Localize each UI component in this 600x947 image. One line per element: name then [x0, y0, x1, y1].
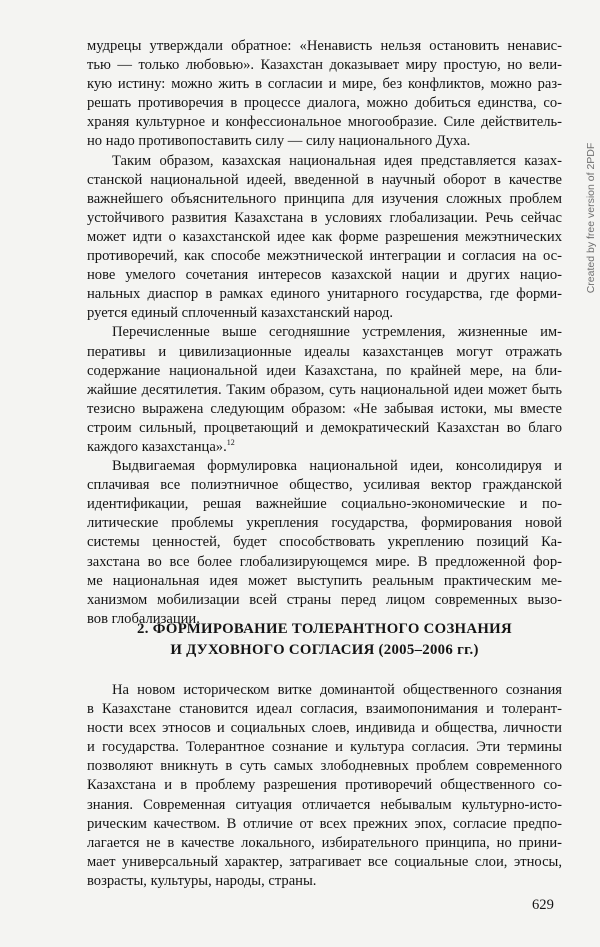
text-line: системы ценностей, будет способствовать укреплению позиций Ка- — [87, 534, 562, 551]
paragraph-first-line: Перечисленные выше сегодняшние устремления, жизненные им- — [112, 324, 562, 341]
paragraph-first-line: Таким образом, казахская национальная идея представляется казах- — [112, 152, 562, 169]
text-line-content: каждого казахстанца». — [87, 438, 227, 455]
text-line: содержание национальной идеи Казахстана, по крайней мере, на бли- — [87, 362, 562, 379]
text-line: жайшие десятилетия. Таким образом, суть национальной идеи может быть — [87, 381, 562, 398]
text-line: рическим качеством. В отличие от всех прежних эпох, согласие предпо- — [87, 815, 562, 832]
text-line: вов глобализации. — [87, 610, 200, 627]
text-line: мудрецы утверждали обратное: «Ненависть нельзя остановить ненавис- — [87, 38, 562, 54]
page-number: 629 — [532, 897, 554, 913]
text-line: ности всех этносов и социальных слоев, индивида и общества, личности — [87, 720, 562, 737]
paragraph-first-line: Выдвигаемая формулировка национальной идеи, консолидируя и — [112, 458, 562, 475]
footnote-reference: 12 — [226, 438, 235, 448]
text-line: захстана во все более глобализирующемся мире. В предложенной фор- — [87, 553, 562, 570]
section1-text — [87, 37, 562, 629]
text-line: нальных диаспор в рамках единого унитарного государства, где форми- — [87, 286, 562, 303]
text-line: в Казахстане становится идеал согласия, взаимопонимания и толерант- — [87, 701, 562, 718]
text-line: сплачивая все полиэтничное общество, усиливая вектор гражданской — [87, 477, 562, 494]
text-line: идентификации, решая важнейшие социально-экономические и по- — [87, 496, 562, 513]
text-line: литические проблемы укрепления государства, формирования новой — [87, 515, 562, 532]
text-line: возрасты, культуры, народы, страны. — [87, 872, 317, 889]
text-line: противоречий, как способе межэтнической интеграции и согласия на ос- — [87, 248, 562, 265]
text-line: решать противоречия в процессе диалога, можно добиться единства, со- — [87, 95, 562, 112]
text-line: храняя культурное и конфессиональное многообразие. Силе действитель- — [87, 114, 562, 131]
text-line: станской национальной идеей, введенной в научный оборот в качестве — [87, 171, 562, 188]
text-line: перативы и цивилизационные идеалы казахстанцев могут отражать — [87, 343, 562, 360]
text-line: и государства. Толерантное сознание и культура согласия. Эти термины — [87, 739, 562, 756]
text-line: позволяют вникнуть в суть самых злободневных проблем современного — [87, 758, 562, 775]
text-line: мает универсальный характер, затрагивает все социальные слои, этносы, — [87, 853, 562, 870]
text-line: руется единый сплоченный казахстанский народ. — [87, 305, 394, 322]
text-line: но надо противопоставить силу — силу национального Духа. — [87, 133, 471, 150]
text-line: устойчивого развития Казахстана в условиях глобализации. Речь сейчас — [87, 209, 562, 226]
text-line: может идти о казахстанской идее как форме разрешения межэтнических — [87, 228, 562, 245]
text-line: нове умелого сочетания интересов казахской нации и других нацио- — [87, 267, 562, 284]
text-line: ханизмом мобилизации всей страны перед лицом современных вызо- — [87, 591, 562, 608]
text-line: кую истину: можно жить в согласии и мире, без конфликтов, можно раз- — [87, 76, 562, 93]
paragraph-first-line: На новом историческом витке доминантой общественного сознания — [112, 682, 562, 698]
text-line: знания. Современная ситуация отличается небывалым культурно-исто- — [87, 796, 562, 813]
text-line: Казахстана и в проблему разрешения противоречий общественного со- — [87, 777, 562, 794]
text-line: ме национальная идея может выступить реальным практическим ме- — [87, 572, 562, 589]
text-line: тезисно выражена следующим образом: «Не забывая истоки, мы вместе — [87, 400, 562, 417]
section-heading — [87, 619, 562, 660]
text-line — [87, 438, 562, 457]
text-line: важнейшего объяснительного принципа для изучения сложных проблем — [87, 190, 562, 207]
text-line: строим сильный, процветающий и демократический Казахстан во благо — [87, 419, 562, 436]
watermark: Created by free version of 2PDF — [585, 142, 597, 294]
section2-text — [87, 681, 562, 891]
section-heading-line: И ДУХОВНОГО СОГЛАСИЯ (2005–2006 гг.) — [170, 641, 479, 658]
section-heading-line: 2. ФОРМИРОВАНИЕ ТОЛЕРАНТНОГО СОЗНАНИЯ — [137, 621, 512, 637]
text-line: тью — только любовью». Казахстан доказывает миру простую, но вели- — [87, 57, 562, 74]
text-line: лагается не в качестве локального, избирательного принципа, но прини- — [87, 834, 562, 851]
